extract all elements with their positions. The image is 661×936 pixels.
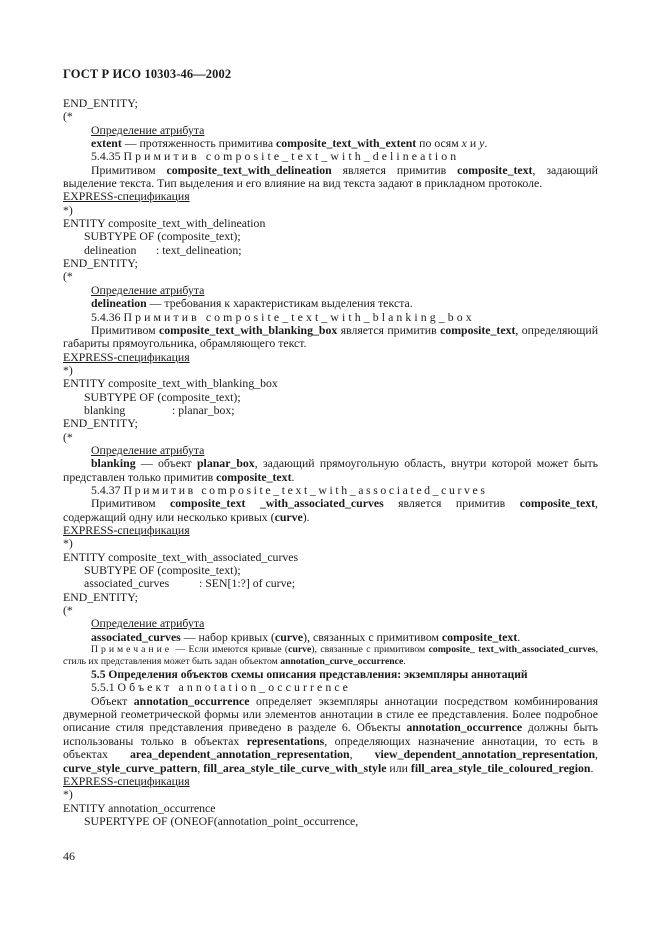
code-line: ENTITY composite_text_with_delineation	[63, 216, 266, 231]
attribute-definition-heading: Определение атрибута	[91, 616, 205, 631]
note-paragraph: Примечание — Если имеются кривые (curve), связанные с примитивом composite_ text_with_associated_curves, стиль их представления может быть задан объектом annotation_curve_occurrence.	[63, 644, 598, 668]
code-line: associated_curves : SEN[1:?] of curve;	[84, 576, 295, 591]
express-spec-heading: EXPRESS-спецификация	[63, 189, 190, 204]
code-line: END_ENTITY;	[63, 96, 138, 110]
code-line: END_ENTITY;	[63, 416, 138, 431]
attribute-definition: blanking — объект planar_box, задающий прямоугольную область, внутри которой может быть представлен только примитив composite_text.	[63, 456, 599, 484]
code-line: SUPERTYPE OF (ONEOF(annotation_point_occurrence,	[84, 813, 359, 828]
paragraph: Примитивом composite_text _with_associated_curves является примитив composite_text, содержащий одну или несколько кривых (curve).	[63, 496, 598, 524]
code-line: *)	[63, 536, 73, 551]
code-line: ENTITY annotation_occurrence	[63, 800, 216, 815]
code-line: SUBTYPE OF (composite_text);	[84, 229, 241, 244]
attribute-definition: extent — протяженность примитива composite_text_with_extent по осям x и y.	[91, 136, 488, 151]
subsection-heading: 5.4.35 Примитив composite_text_with_delineation	[91, 149, 460, 164]
subsection-heading: 5.4.37 Примитив composite_text_with_associated_curves	[91, 482, 488, 497]
section-heading: 5.5 Определения объектов схемы описания представления: экземпляры аннотаций	[91, 668, 528, 682]
attribute-definition-heading: Определение атрибута	[91, 282, 205, 297]
code-line: END_ENTITY;	[63, 256, 138, 271]
code-line: (*	[63, 269, 73, 284]
code-line: (*	[63, 109, 73, 124]
attribute-definition: associated_curves — набор кривых (curve), связанных с примитивом composite_text.	[91, 629, 521, 644]
express-spec-heading: EXPRESS-спецификация	[63, 349, 190, 364]
express-spec-heading: EXPRESS-спецификация	[63, 773, 190, 788]
page-header-standard: ГОСТ Р ИСО 10303-46—2002	[63, 67, 232, 81]
attribute-definition-heading: Определение атрибута	[91, 122, 205, 137]
paragraph: Объект annotation_occurrence определяет экземпляры аннотации посредством комбинирования двумерной геометрической формы или элементов аннотации в стиле ее представления. Более подробное описание стиля представления приведено в разделе 6. Объекты annotation_occurrence должны быть использованы только в объектах representations, определяющих назначение аннотации, то есть в объектах area_dependent_annotation_representation, view_dependent_annotation_representation, curve_style_curve_pattern, fill_area_style_tile_curve_with_style или fill_area_style_tile_coloured_region.	[63, 693, 598, 775]
code-line: END_ENTITY;	[63, 589, 138, 604]
subsection-heading: 5.5.1 Объект annotation_occurrence	[91, 680, 352, 695]
attribute-definition: delineation — требования к характеристикам выделения текста.	[91, 296, 413, 311]
code-line: delineation : text_delineation;	[84, 242, 242, 257]
code-line: *)	[63, 202, 73, 217]
code-line: SUBTYPE OF (composite_text);	[84, 563, 241, 578]
paragraph: Примитивом composite_text_with_delineation является примитив composite_text, задающий выделение текста. Тип выделения и его влияние на вид текста задают в прикладном протоколе.	[63, 162, 598, 191]
code-line: ENTITY composite_text_with_associated_curves	[63, 549, 299, 564]
attribute-definition-heading: Определение атрибута	[91, 442, 205, 457]
code-line: *)	[63, 362, 73, 377]
code-line: SUBTYPE OF (composite_text);	[84, 389, 241, 404]
code-line: blanking : planar_box;	[84, 402, 235, 417]
page-number: 46	[63, 849, 75, 863]
paragraph: Примитивом composite_text_with_blanking_box является примитив composite_text, определяющий габариты прямоугольника, обрамляющего текст.	[63, 322, 599, 351]
express-spec-heading: EXPRESS-спецификация	[63, 523, 190, 537]
code-line: *)	[63, 787, 73, 802]
subsection-heading: 5.4.36 Примитив composite_text_with_blanking_box	[91, 309, 475, 324]
code-line: (*	[63, 603, 73, 618]
code-line: ENTITY composite_text_with_blanking_box	[63, 376, 278, 391]
code-line: (*	[63, 429, 73, 444]
page-body	[63, 97, 598, 828]
